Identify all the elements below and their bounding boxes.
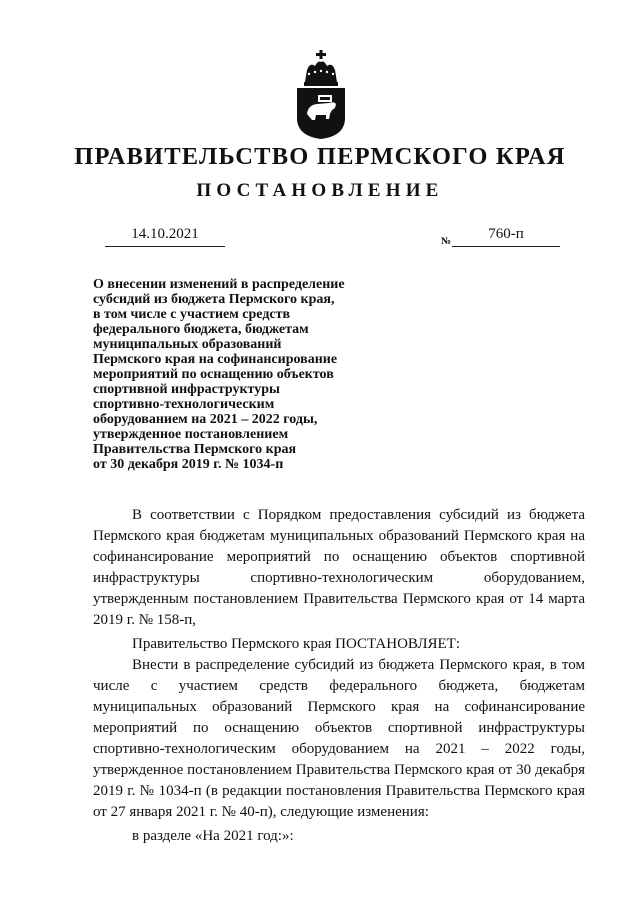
perm-krai-coat-of-arms: [293, 48, 349, 140]
heading-line: мероприятий по оснащению объектов: [93, 367, 334, 382]
document-heading: [93, 277, 423, 472]
heading-line: от 30 декабря 2019 г. № 1034-п: [93, 457, 284, 472]
amendment-paragraph: Внести в распределение субсидий из бюджета Пермского края, в том числе с участием средств федерального бюджета, бюджетам муниципальных образований Пермского края на софинансирование мероприятий по оснащению объектов спортивной инфраструктуры спортивно-технологическим оборудованием на 2021 – 2022 годы, утвержденное постановлением Правительства Пермского края от 30 декабря 2019 г. № 1034-п (в редакции постановления Правительства Пермского края от 27 января 2021 г. № 40-п), следующие изменения:: [93, 657, 585, 820]
heading-line: спортивно-технологическим: [93, 397, 275, 412]
heading-line: субсидий из бюджета Пермского края,: [93, 292, 335, 307]
heading-line: муниципальных образований: [93, 337, 282, 352]
heading-line: Пермского края на софинансирование: [93, 352, 338, 367]
document-type: ПОСТАНОВЛЕНИЕ: [196, 180, 444, 201]
preamble-paragraph: В соответствии с Порядком предоставления субсидий из бюджета Пермского края бюджетам муниципальных образований Пермского края на софинансирование мероприятий по оснащению объектов спортивной инфраструктуры спортивно-технологическим оборудованием, утвержденным постановлением Правительства Пермского края от 14 марта 2019 г. № 158-п,: [93, 507, 585, 628]
organization-title: ПРАВИТЕЛЬСТВО ПЕРМСКОГО КРАЯ: [74, 143, 566, 170]
heading-line: федерального бюджета, бюджетам: [93, 322, 309, 337]
heading-line: в том числе с участием средств: [93, 307, 291, 322]
document-body: [93, 505, 585, 850]
heading-line: спортивной инфраструктуры: [93, 382, 280, 397]
heading-line: О внесении изменений в распределение: [93, 277, 345, 292]
document-number: 760-п: [452, 226, 560, 247]
crown-icon: [304, 50, 338, 86]
heading-line: Правительства Пермского края: [93, 442, 297, 457]
section-reference: в разделе «На 2021 год:»:: [132, 828, 294, 844]
number-sign: №: [441, 236, 452, 247]
document-date: 14.10.2021: [105, 226, 225, 247]
heading-line: утвержденное постановлением: [93, 427, 289, 442]
resolution-clause: Правительство Пермского края ПОСТАНОВЛЯЕТ:: [132, 636, 461, 652]
heading-line: оборудованием на 2021 – 2022 годы,: [93, 412, 318, 427]
